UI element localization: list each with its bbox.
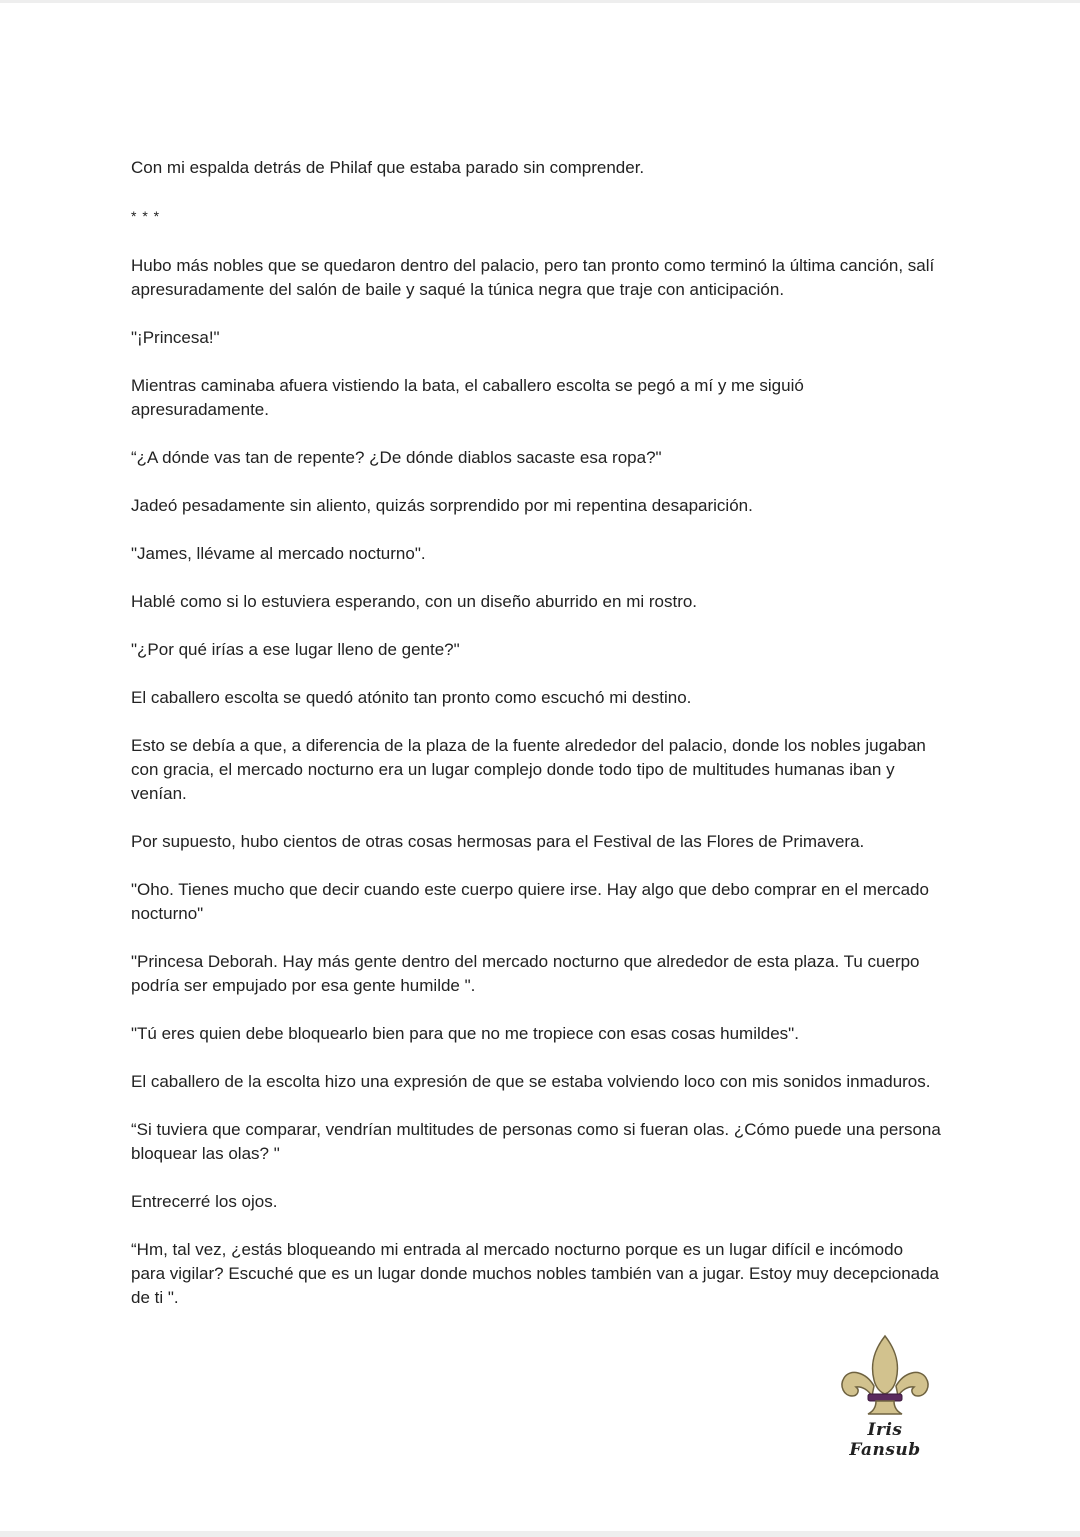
page-bottom-edge bbox=[0, 1531, 1080, 1537]
document-body bbox=[131, 156, 941, 1334]
paragraph: Hablé como si lo estuviera esperando, con un diseño aburrido en mi rostro. bbox=[131, 592, 698, 611]
paragraph: “Hm, tal vez, ¿estás bloqueando mi entrada al mercado nocturno porque es un lugar difícil e incómodo para vigilar? Escuché que es un lugar donde muchos nobles también van a jugar. Estoy muy decepcionada de ti ". bbox=[131, 1240, 940, 1307]
paragraph: “Si tuviera que comparar, vendrían multitudes de personas como si fueran olas. ¿Cómo puede una persona bloquear las olas? " bbox=[131, 1120, 941, 1163]
paragraph: El caballero escolta se quedó atónito tan pronto como escuchó mi destino. bbox=[131, 688, 692, 707]
paragraph: "¡Princesa!" bbox=[131, 328, 220, 347]
paragraph: “¿A dónde vas tan de repente? ¿De dónde diablos sacaste esa ropa?" bbox=[131, 448, 662, 467]
watermark-text: Iris Fansub bbox=[849, 1420, 921, 1460]
paragraph: Por supuesto, hubo cientos de otras cosas hermosas para el Festival de las Flores de Primavera. bbox=[131, 832, 865, 851]
watermark-logo bbox=[830, 1334, 940, 1460]
paragraph: Con mi espalda detrás de Philaf que estaba parado sin comprender. bbox=[131, 158, 645, 177]
paragraph: "Tú eres quien debe bloquearlo bien para que no me tropiece con esas cosas humildes". bbox=[131, 1024, 799, 1043]
paragraph: El caballero de la escolta hizo una expresión de que se estaba volviendo loco con mis sonidos inmaduros. bbox=[131, 1072, 931, 1091]
paragraph: "James, llévame al mercado nocturno". bbox=[131, 544, 426, 563]
paragraph: Mientras caminaba afuera vistiendo la bata, el caballero escolta se pegó a mí y me siguió apresuradamente. bbox=[131, 376, 804, 419]
scene-separator: * * * bbox=[131, 208, 161, 224]
paragraph: Entrecerré los ojos. bbox=[131, 1192, 278, 1211]
paragraph: Hubo más nobles que se quedaron dentro del palacio, pero tan pronto como terminó la última canción, salí apresuradamente del salón de baile y saqué la túnica negra que traje con anticipación. bbox=[131, 256, 935, 299]
fleur-de-lis-icon bbox=[836, 1334, 934, 1420]
paragraph: "Oho. Tienes mucho que decir cuando este cuerpo quiere irse. Hay algo que debo comprar en el mercado nocturno" bbox=[131, 880, 929, 923]
paragraph: "¿Por qué irías a ese lugar lleno de gente?" bbox=[131, 640, 460, 659]
paragraph: Jadeó pesadamente sin aliento, quizás sorprendido por mi repentina desaparición. bbox=[131, 496, 753, 515]
page-top-edge bbox=[0, 0, 1080, 3]
paragraph: Esto se debía a que, a diferencia de la plaza de la fuente alrededor del palacio, donde los nobles jugaban con gracia, el mercado nocturno era un lugar complejo donde todo tipo de multitudes humanas iban y venían. bbox=[131, 736, 926, 803]
paragraph: "Princesa Deborah. Hay más gente dentro del mercado nocturno que alrededor de esta plaza. Tu cuerpo podría ser empujado por esa gente humilde ". bbox=[131, 952, 920, 995]
